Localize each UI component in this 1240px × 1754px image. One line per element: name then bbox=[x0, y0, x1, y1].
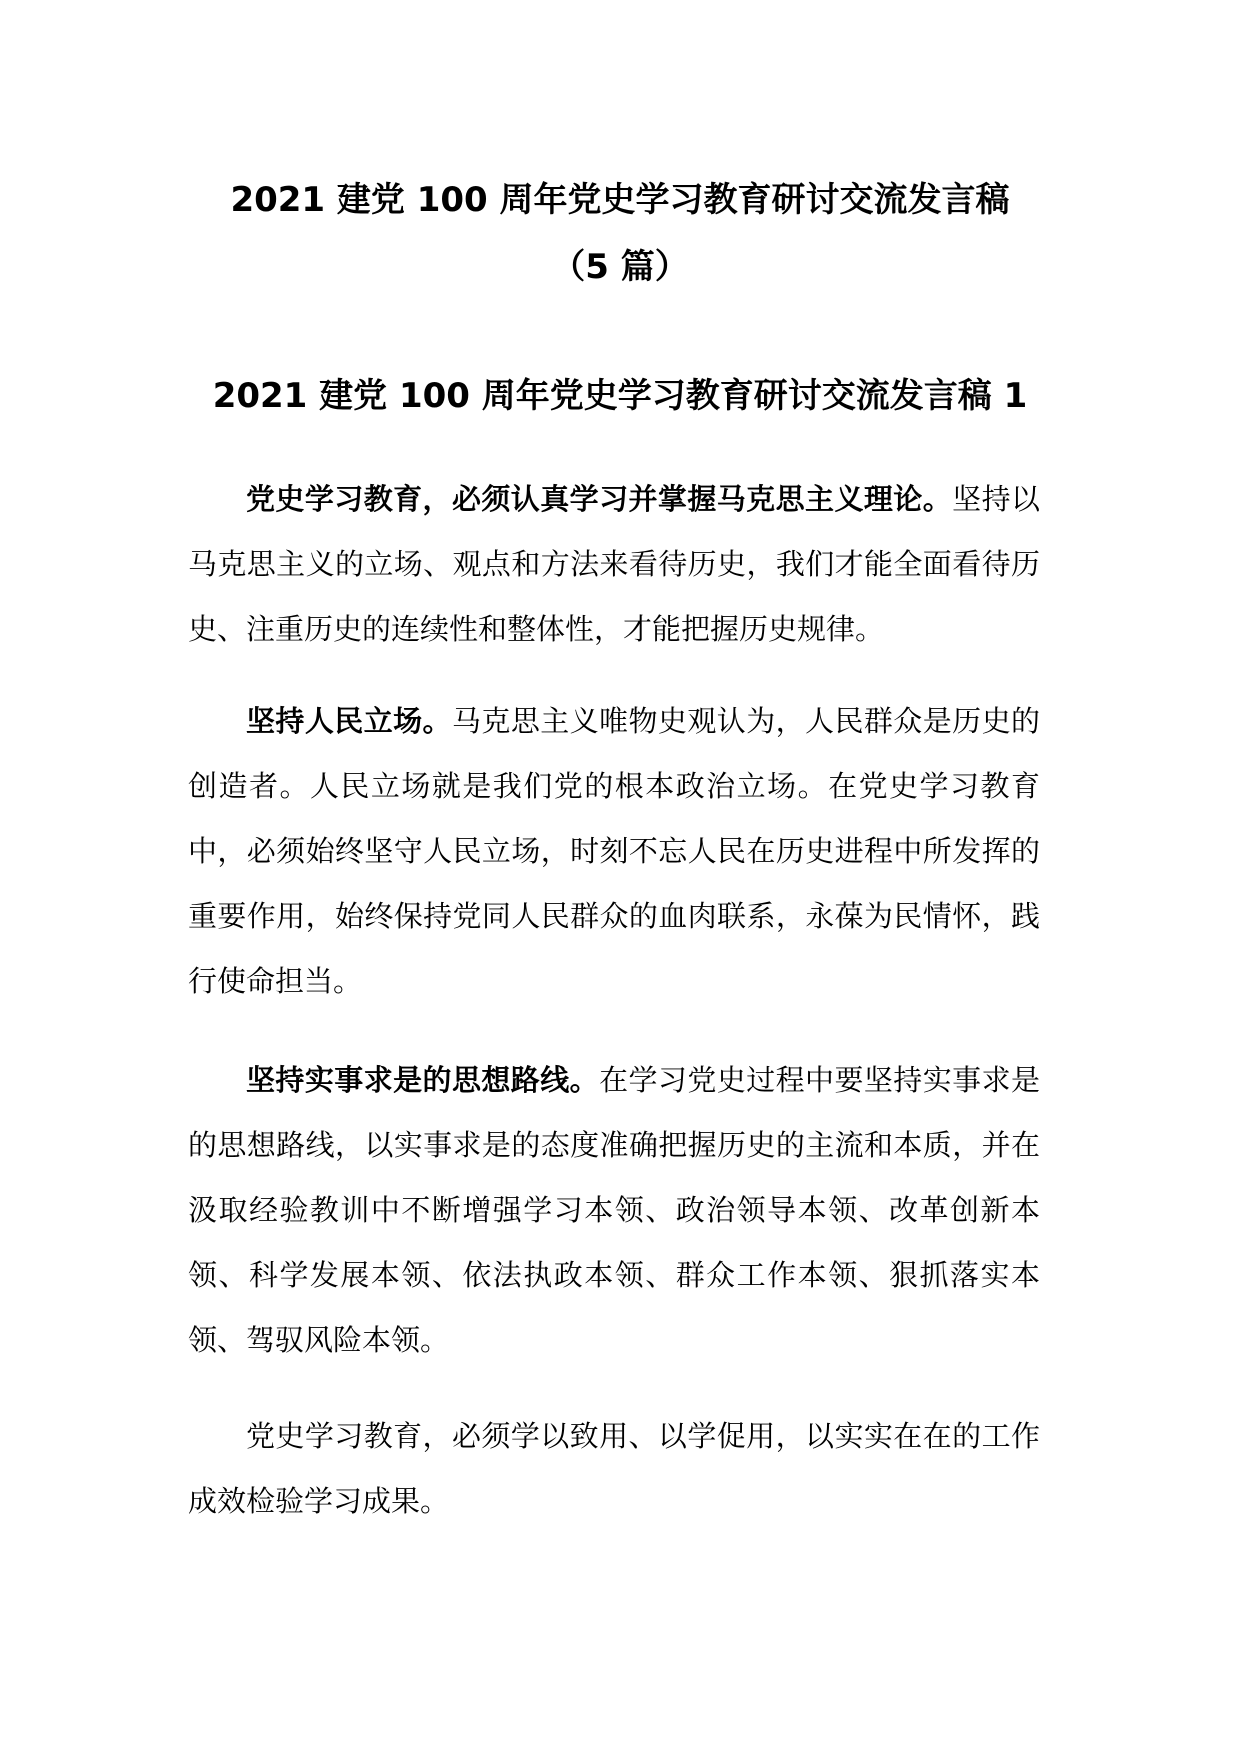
paragraph-2 bbox=[188, 689, 1040, 1014]
paragraph-4 bbox=[188, 1404, 1040, 1534]
document-subtitle: （5 篇） bbox=[551, 247, 689, 287]
paragraph-3 bbox=[188, 1048, 1040, 1373]
paragraph-1-lead: 党史学习教育，必须认真学习并掌握马克思主义理论。 bbox=[246, 482, 953, 516]
paragraph-3-body: 在学习党史过程中要坚持实事求是的思想路线，以实事求是的态度准确把握历史的主流和本质，并在汲取经验教训中不断增强学习本领、政治领导本领、改革创新本领、科学发展本领、依法执政本领、群众工作本领、狠抓落实本领、驾驭风险本领。 bbox=[188, 1063, 1040, 1357]
paragraph-2-lead: 坚持人民立场。 bbox=[246, 704, 452, 738]
document-title: 2021 建党 100 周年党史学习教育研讨交流发言稿 bbox=[230, 180, 1010, 220]
section-heading: 2021 建党 100 周年党史学习教育研讨交流发言稿 1 bbox=[212, 376, 1028, 416]
paragraph-3-lead: 坚持实事求是的思想路线。 bbox=[246, 1063, 600, 1097]
paragraph-2-body: 马克思主义唯物史观认为，人民群众是历史的创造者。人民立场就是我们党的根本政治立场。在党史学习教育中，必须始终坚守人民立场，时刻不忘人民在历史进程中所发挥的重要作用，始终保持党同人民群众的血肉联系，永葆为民情怀，践行使命担当。 bbox=[188, 704, 1040, 998]
paragraph-1 bbox=[188, 467, 1040, 662]
paragraph-4-body: 党史学习教育，必须学以致用、以学促用，以实实在在的工作成效检验学习成果。 bbox=[188, 1419, 1040, 1518]
paragraph-1-body: 坚持以马克思主义的立场、观点和方法来看待历史，我们才能全面看待历史、注重历史的连续性和整体性，才能把握历史规律。 bbox=[188, 482, 1040, 646]
